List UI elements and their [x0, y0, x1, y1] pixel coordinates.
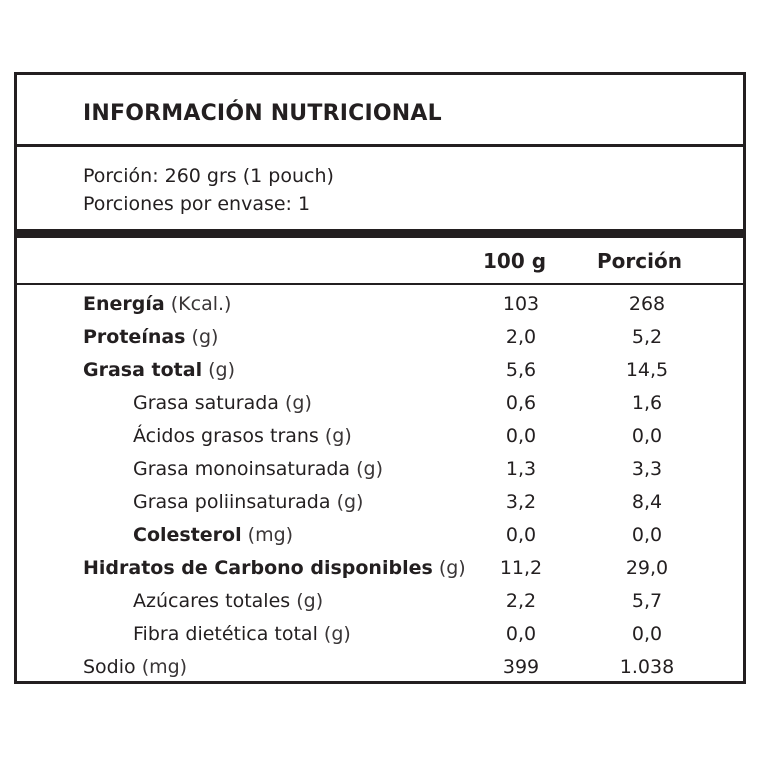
value-per-portion: 8,4	[631, 491, 663, 513]
nutrient-unit: (g)	[191, 326, 219, 348]
value-per-portion: 0,0	[631, 623, 663, 645]
nutrient-unit: (g)	[438, 557, 466, 579]
nutrient-label: Proteínas	[83, 326, 186, 348]
thick-divider	[17, 229, 743, 238]
nutrient-name	[133, 420, 352, 452]
value-per-portion: 5,2	[631, 326, 663, 348]
value-per-portion: 14,5	[625, 359, 669, 381]
nutrient-name	[133, 387, 312, 419]
serving-info	[17, 147, 743, 233]
nutrient-unit: (g)	[285, 392, 312, 414]
title-band	[17, 75, 743, 147]
nutrient-row	[17, 420, 743, 452]
nutrient-label: Grasa poliinsaturada	[133, 491, 331, 513]
nutrient-row	[17, 651, 743, 683]
nutrient-label: Azúcares totales	[133, 590, 291, 612]
nutrient-unit: (Kcal.)	[170, 293, 232, 315]
nutrient-name	[133, 618, 351, 650]
nutrient-label: Ácidos grasos trans	[133, 425, 319, 447]
nutrient-row	[17, 585, 743, 617]
nutrient-row	[17, 321, 743, 353]
value-per-100g: 2,2	[505, 590, 537, 612]
nutrient-name	[83, 354, 235, 386]
nutrient-label: Fibra dietética total	[133, 623, 318, 645]
nutrient-row	[17, 387, 743, 419]
nutrient-name	[83, 552, 466, 584]
nutrient-label: Grasa total	[83, 359, 203, 381]
nutrient-name	[133, 519, 293, 551]
value-per-portion: 0,0	[631, 524, 663, 546]
nutrient-row	[17, 354, 743, 386]
nutrient-unit: (mg)	[247, 524, 294, 546]
value-per-portion: 0,0	[631, 425, 663, 447]
value-per-100g: 399	[502, 656, 540, 678]
nutrient-name	[83, 651, 187, 683]
nutrient-row	[17, 288, 743, 320]
nutrient-unit: (g)	[324, 425, 352, 447]
value-per-100g: 5,6	[505, 359, 537, 381]
nutrient-label: Energía	[83, 293, 165, 315]
nutrient-label: Colesterol	[133, 524, 242, 546]
value-per-portion: 1.038	[619, 656, 675, 678]
nutrient-row	[17, 453, 743, 485]
nutrient-name	[83, 321, 218, 353]
column-header-100g: 100 g	[483, 249, 547, 273]
nutrient-unit: (g)	[323, 623, 351, 645]
nutrient-row	[17, 519, 743, 551]
value-per-portion: 1,6	[631, 392, 663, 414]
nutrient-name	[83, 288, 231, 320]
value-per-100g: 0,0	[505, 524, 537, 546]
value-per-100g: 3,2	[505, 491, 537, 513]
nutrient-name	[133, 585, 323, 617]
value-per-100g: 103	[502, 293, 540, 315]
column-header-portion: Porción	[597, 249, 682, 273]
value-per-portion: 29,0	[625, 557, 669, 579]
value-per-100g: 0,0	[505, 425, 537, 447]
nutrient-unit: (g)	[336, 491, 364, 513]
nutrient-row	[17, 552, 743, 584]
value-per-portion: 268	[628, 293, 666, 315]
nutrient-name	[133, 486, 363, 518]
nutrient-label: Grasa saturada	[133, 392, 279, 414]
nutrition-facts-panel	[14, 72, 746, 684]
serving-size: Porción: 260 grs (1 pouch)	[83, 165, 334, 187]
nutrient-unit: (g)	[208, 359, 236, 381]
nutrient-unit: (g)	[296, 590, 324, 612]
value-per-portion: 5,7	[631, 590, 663, 612]
value-per-100g: 0,6	[505, 392, 537, 414]
nutrient-label: Grasa monoinsaturada	[133, 458, 351, 480]
value-per-portion: 3,3	[631, 458, 663, 480]
value-per-100g: 1,3	[505, 458, 537, 480]
value-per-100g: 11,2	[499, 557, 543, 579]
nutrient-label: Hidratos de Carbono disponibles	[83, 557, 433, 579]
thin-divider	[17, 283, 743, 285]
servings-per-container: Porciones por envase: 1	[83, 193, 311, 215]
nutrient-unit: (g)	[356, 458, 384, 480]
nutrient-unit: (mg)	[141, 656, 188, 678]
value-per-100g: 0,0	[505, 623, 537, 645]
nutrient-label: Sodio	[83, 656, 136, 678]
value-per-100g: 2,0	[505, 326, 537, 348]
nutrient-name	[133, 453, 383, 485]
nutrient-row	[17, 618, 743, 650]
nutrition-title: INFORMACIÓN NUTRICIONAL	[83, 101, 442, 126]
nutrient-row	[17, 486, 743, 518]
